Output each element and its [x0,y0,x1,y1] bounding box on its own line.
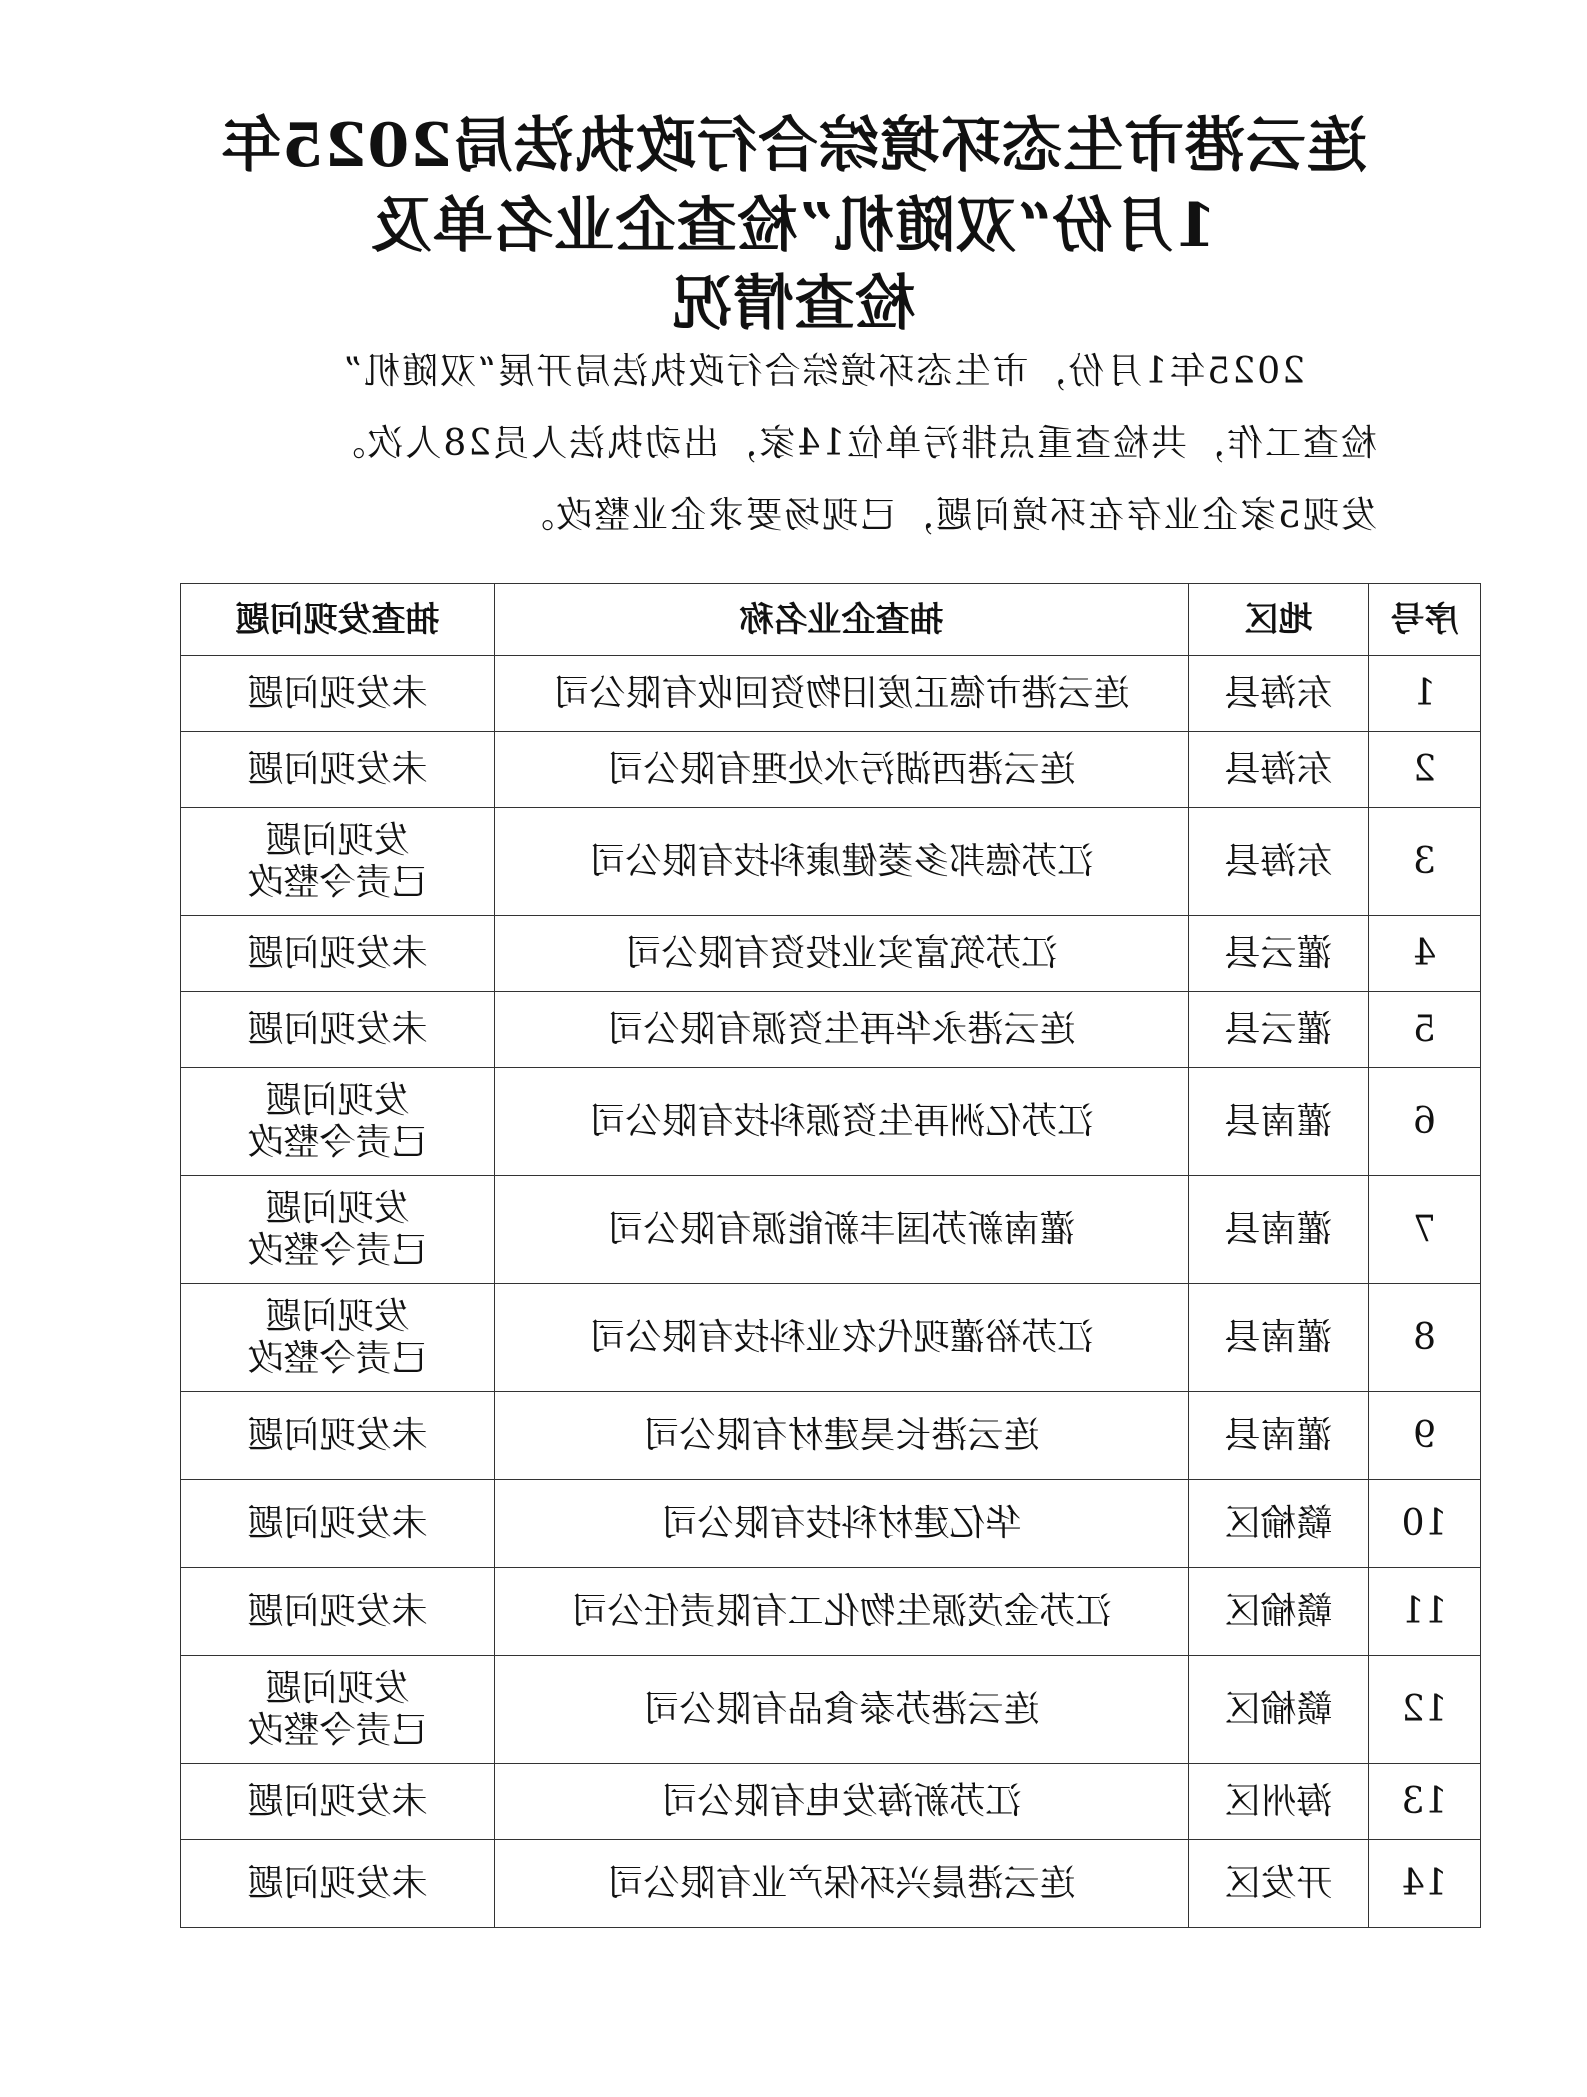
row-index: 11 [1369,1568,1481,1656]
header-result: 抽查发现问题 [181,584,495,656]
row-company-name: 江苏裕灌现代农业科技有限公司 [495,1284,1189,1392]
inspection-table [180,583,1481,1928]
row-result-line: 已责令整改 [247,1709,428,1751]
row-result [181,732,495,808]
row-index: 7 [1369,1176,1481,1284]
row-result [181,808,495,916]
row-result-line: 未发现问题 [247,1780,428,1822]
header-region: 地区 [1189,584,1369,656]
row-result [181,1568,495,1656]
row-index: 4 [1369,916,1481,992]
row-result [181,656,495,732]
row-index: 1 [1369,656,1481,732]
row-region: 东海县 [1189,732,1369,808]
row-result-line: 未发现问题 [247,1008,428,1050]
row-company-name: 江苏德邦多菱健康科技有限公司 [495,808,1189,916]
table-header-row [181,584,1481,656]
row-result-line: 未发现问题 [247,1502,428,1544]
row-result-line: 已责令整改 [247,1121,428,1163]
row-index: 8 [1369,1284,1481,1392]
row-index: 13 [1369,1764,1481,1840]
row-index: 5 [1369,992,1481,1068]
row-region: 灌云县 [1189,992,1369,1068]
row-result-line: 未发现问题 [247,1414,428,1456]
row-index: 10 [1369,1480,1481,1568]
table-row [181,1568,1481,1656]
table-row [181,732,1481,808]
row-result-line: 未发现问题 [247,672,428,714]
row-company-name: 江苏筑富实业投资有限公司 [495,916,1189,992]
table-row [181,1284,1481,1392]
row-result-line: 未发现问题 [247,1862,428,1904]
row-result [181,992,495,1068]
row-company-name: 连云港长昊建材有限公司 [495,1392,1189,1480]
row-index: 14 [1369,1840,1481,1928]
row-result-line: 发现问题 [265,1187,410,1229]
row-index: 12 [1369,1656,1481,1764]
row-company-name: 连云港永华再生资源有限公司 [495,992,1189,1068]
row-result-line: 未发现问题 [247,932,428,974]
table-row [181,1392,1481,1480]
row-result-line: 已责令整改 [247,861,428,903]
row-result-line: 发现问题 [265,1079,410,1121]
table-row [181,1480,1481,1568]
row-region: 赣榆区 [1189,1656,1369,1764]
row-company-name: 江苏新海发电有限公司 [495,1764,1189,1840]
row-region: 海州区 [1189,1764,1369,1840]
row-result [181,1480,495,1568]
row-index: 2 [1369,732,1481,808]
table-row [181,916,1481,992]
row-result [181,916,495,992]
row-region: 灌南县 [1189,1392,1369,1480]
row-region: 开发区 [1189,1840,1369,1928]
row-region: 灌南县 [1189,1284,1369,1392]
row-company-name: 连云港苏泰食品有限公司 [495,1656,1189,1764]
row-index: 6 [1369,1068,1481,1176]
table-row [181,808,1481,916]
row-company-name: 江苏亿洲再生资源科技有限公司 [495,1068,1189,1176]
row-result [181,1176,495,1284]
table-body [181,656,1481,1928]
row-region: 赣榆区 [1189,1568,1369,1656]
row-result-line: 发现问题 [265,819,410,861]
header-index: 序号 [1369,584,1481,656]
row-result-line: 发现问题 [265,1667,410,1709]
row-result-line: 未发现问题 [247,1590,428,1632]
row-company-name: 江苏金茂源生物化工有限责任公司 [495,1568,1189,1656]
row-region: 赣榆区 [1189,1480,1369,1568]
row-result [181,1840,495,1928]
document-title-line-1: 连云港市生态环境综合行政执法局2025年 [220,111,1367,181]
intro-line-3: 发现5家企业存在环境问题，已现场要求企业整改。 [516,495,1377,536]
table-row [181,656,1481,732]
row-company-name: 连云港晨兴环保产业有限公司 [495,1840,1189,1928]
row-region: 灌云县 [1189,916,1369,992]
row-result-line: 发现问题 [265,1295,410,1337]
table-row [181,1764,1481,1840]
table-row [181,992,1481,1068]
table-row [181,1840,1481,1928]
row-result-line: 已责令整改 [247,1229,428,1271]
row-result [181,1764,495,1840]
table-row [181,1176,1481,1284]
row-result-line: 未发现问题 [247,748,428,790]
table-row [181,1656,1481,1764]
document-title-line-2: 1月份“双随机”检查企业名单及 [370,191,1217,261]
header-company: 抽查企业名称 [495,584,1189,656]
row-region: 灌南县 [1189,1176,1369,1284]
row-index: 9 [1369,1392,1481,1480]
table-row [181,1068,1481,1176]
row-company-name: 连云港市德正废旧物资回收有限公司 [495,656,1189,732]
row-index: 3 [1369,808,1481,916]
row-region: 东海县 [1189,656,1369,732]
row-result [181,1068,495,1176]
row-region: 东海县 [1189,808,1369,916]
row-company-name: 华亿建材科技有限公司 [495,1480,1189,1568]
row-result-line: 已责令整改 [247,1337,428,1379]
document-title-line-3: 检查情况 [671,269,916,339]
intro-line-2: 检查工作，共检查重点排污单位14家，出动执法人员28人次。 [327,423,1377,464]
row-result [181,1656,495,1764]
row-region: 灌南县 [1189,1068,1369,1176]
row-result [181,1392,495,1480]
row-result [181,1284,495,1392]
intro-line-1: 2025年1月份，市生态环境综合行政执法局开展“双随机” [341,351,1305,392]
row-company-name: 连云港西湖污水处理有限公司 [495,732,1189,808]
row-company-name: 灌南新苏国丰新能源有限公司 [495,1176,1189,1284]
